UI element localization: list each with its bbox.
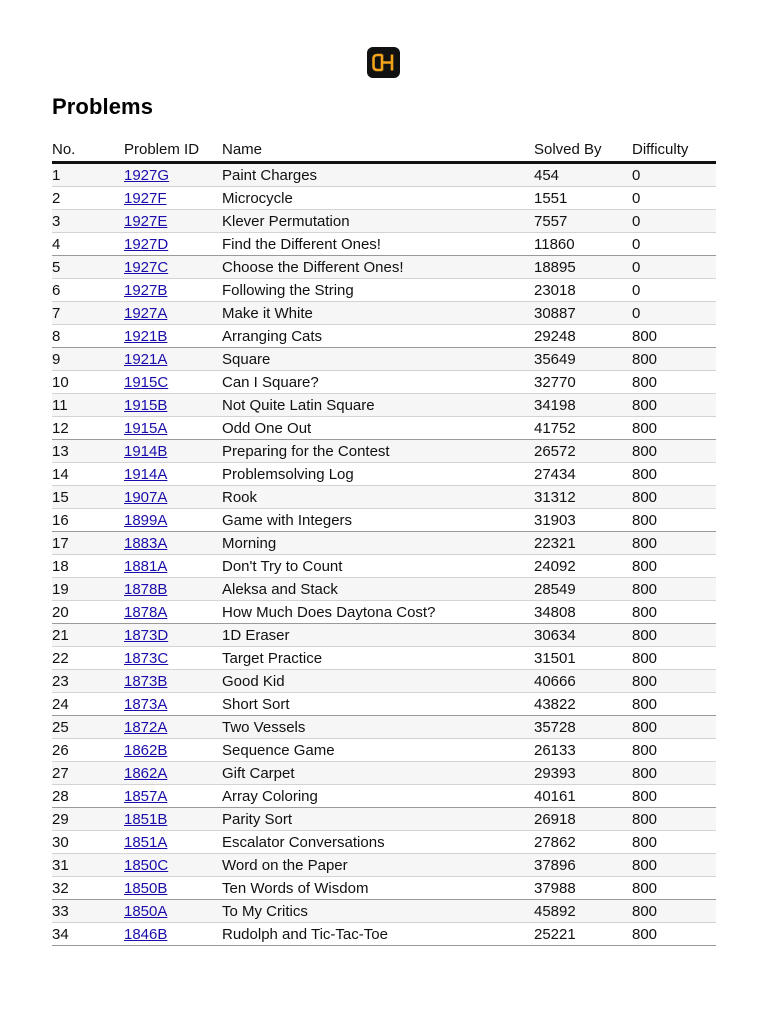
cell-difficulty: 800 bbox=[632, 739, 716, 762]
cell-difficulty: 800 bbox=[632, 325, 716, 348]
table-row bbox=[52, 670, 716, 693]
cell-problem-id bbox=[124, 739, 222, 762]
problem-id-link[interactable]: 1873A bbox=[124, 695, 168, 713]
page-title: Problems bbox=[52, 94, 154, 119]
problem-id-link[interactable]: 1921B bbox=[124, 327, 168, 345]
table-row bbox=[52, 831, 716, 854]
table-row bbox=[52, 210, 716, 233]
cell-name: Klever Permutation bbox=[222, 210, 534, 233]
problem-id-link[interactable]: 1873C bbox=[124, 649, 169, 667]
cell-difficulty: 800 bbox=[632, 808, 716, 831]
cell-name: Array Coloring bbox=[222, 785, 534, 808]
problem-id-link[interactable]: 1878A bbox=[124, 603, 168, 621]
cell-difficulty: 800 bbox=[632, 900, 716, 923]
cell-problem-id bbox=[124, 302, 222, 325]
cell-solved-by: 24092 bbox=[534, 555, 632, 578]
cell-solved-by: 26572 bbox=[534, 440, 632, 463]
table-row bbox=[52, 601, 716, 624]
cell-name: Preparing for the Contest bbox=[222, 440, 534, 463]
problem-id-link[interactable]: 1927B bbox=[124, 281, 168, 299]
problem-id-link[interactable]: 1873D bbox=[124, 626, 169, 644]
cell-solved-by: 22321 bbox=[534, 532, 632, 555]
cell-name: Arranging Cats bbox=[222, 325, 534, 348]
cell-solved-by: 35649 bbox=[534, 348, 632, 371]
cell-problem-id bbox=[124, 163, 222, 187]
table-row bbox=[52, 348, 716, 371]
cell-name: Problemsolving Log bbox=[222, 463, 534, 486]
cell-difficulty: 800 bbox=[632, 509, 716, 532]
problem-id-link[interactable]: 1915C bbox=[124, 373, 169, 391]
cell-no: 11 bbox=[52, 394, 124, 417]
table-row bbox=[52, 877, 716, 900]
cell-no: 18 bbox=[52, 555, 124, 578]
cell-problem-id bbox=[124, 532, 222, 555]
problem-id-link[interactable]: 1927F bbox=[124, 189, 167, 207]
table-row bbox=[52, 716, 716, 739]
table-row bbox=[52, 739, 716, 762]
cell-name: Rook bbox=[222, 486, 534, 509]
cell-no: 9 bbox=[52, 348, 124, 371]
table-row bbox=[52, 302, 716, 325]
problem-id-link[interactable]: 1851A bbox=[124, 833, 168, 851]
table-row bbox=[52, 693, 716, 716]
table-row bbox=[52, 394, 716, 417]
cell-solved-by: 1551 bbox=[534, 187, 632, 210]
cell-name: Gift Carpet bbox=[222, 762, 534, 785]
problem-id-link[interactable]: 1878B bbox=[124, 580, 168, 598]
cell-name: Target Practice bbox=[222, 647, 534, 670]
cell-problem-id bbox=[124, 877, 222, 900]
cell-name: Not Quite Latin Square bbox=[222, 394, 534, 417]
cell-problem-id bbox=[124, 233, 222, 256]
table-row bbox=[52, 647, 716, 670]
cell-name: Escalator Conversations bbox=[222, 831, 534, 854]
cell-no: 28 bbox=[52, 785, 124, 808]
cell-difficulty: 0 bbox=[632, 187, 716, 210]
cell-difficulty: 800 bbox=[632, 624, 716, 647]
table-row bbox=[52, 900, 716, 923]
cell-difficulty: 0 bbox=[632, 233, 716, 256]
cell-name: Odd One Out bbox=[222, 417, 534, 440]
cell-solved-by: 40666 bbox=[534, 670, 632, 693]
problem-id-link[interactable]: 1846B bbox=[124, 925, 168, 943]
cell-problem-id bbox=[124, 670, 222, 693]
cell-problem-id bbox=[124, 279, 222, 302]
table-row bbox=[52, 532, 716, 555]
cell-no: 25 bbox=[52, 716, 124, 739]
cell-difficulty: 0 bbox=[632, 163, 716, 187]
cell-name: Paint Charges bbox=[222, 163, 534, 187]
problem-id-link[interactable]: 1857A bbox=[124, 787, 168, 805]
problem-id-link[interactable]: 1862A bbox=[124, 764, 168, 782]
cell-solved-by: 27862 bbox=[534, 831, 632, 854]
problem-id-link[interactable]: 1850C bbox=[124, 856, 169, 874]
cell-problem-id bbox=[124, 509, 222, 532]
cell-solved-by: 25221 bbox=[534, 923, 632, 946]
cell-problem-id bbox=[124, 486, 222, 509]
table-row bbox=[52, 417, 716, 440]
cell-problem-id bbox=[124, 647, 222, 670]
cell-name: Square bbox=[222, 348, 534, 371]
site-logo[interactable] bbox=[367, 47, 400, 78]
cell-problem-id bbox=[124, 716, 222, 739]
cell-no: 2 bbox=[52, 187, 124, 210]
cell-solved-by: 32770 bbox=[534, 371, 632, 394]
cell-solved-by: 30887 bbox=[534, 302, 632, 325]
problem-id-link[interactable]: 1907A bbox=[124, 488, 168, 506]
table-row bbox=[52, 785, 716, 808]
cell-problem-id bbox=[124, 256, 222, 279]
cell-difficulty: 800 bbox=[632, 601, 716, 624]
cell-no: 12 bbox=[52, 417, 124, 440]
cell-solved-by: 18895 bbox=[534, 256, 632, 279]
column-header-solved-by[interactable]: Solved By bbox=[534, 137, 632, 163]
cell-solved-by: 45892 bbox=[534, 900, 632, 923]
cell-name: To My Critics bbox=[222, 900, 534, 923]
table-row bbox=[52, 762, 716, 785]
table-row bbox=[52, 463, 716, 486]
cell-solved-by: 34198 bbox=[534, 394, 632, 417]
cell-name: Morning bbox=[222, 532, 534, 555]
column-header-no[interactable]: No. bbox=[52, 137, 124, 163]
table-body bbox=[52, 163, 716, 946]
cell-name: Two Vessels bbox=[222, 716, 534, 739]
cell-name: Good Kid bbox=[222, 670, 534, 693]
cell-name: Make it White bbox=[222, 302, 534, 325]
cell-difficulty: 800 bbox=[632, 693, 716, 716]
cell-name: Parity Sort bbox=[222, 808, 534, 831]
problem-id-link[interactable]: 1927C bbox=[124, 258, 169, 276]
cell-problem-id bbox=[124, 601, 222, 624]
cell-problem-id bbox=[124, 693, 222, 716]
cell-name: Don't Try to Count bbox=[222, 555, 534, 578]
cell-difficulty: 800 bbox=[632, 486, 716, 509]
cell-no: 34 bbox=[52, 923, 124, 946]
cell-no: 24 bbox=[52, 693, 124, 716]
problem-id-link[interactable]: 1921A bbox=[124, 350, 168, 368]
cell-no: 13 bbox=[52, 440, 124, 463]
cell-problem-id bbox=[124, 371, 222, 394]
table-row bbox=[52, 624, 716, 647]
cell-solved-by: 23018 bbox=[534, 279, 632, 302]
problem-id-link[interactable]: 1873B bbox=[124, 672, 168, 690]
cell-name: Word on the Paper bbox=[222, 854, 534, 877]
cell-solved-by: 37988 bbox=[534, 877, 632, 900]
cell-no: 3 bbox=[52, 210, 124, 233]
cell-no: 10 bbox=[52, 371, 124, 394]
cell-problem-id bbox=[124, 348, 222, 371]
cell-no: 8 bbox=[52, 325, 124, 348]
cell-solved-by: 29393 bbox=[534, 762, 632, 785]
cell-no: 5 bbox=[52, 256, 124, 279]
table-row bbox=[52, 808, 716, 831]
table-row bbox=[52, 325, 716, 348]
cell-difficulty: 800 bbox=[632, 532, 716, 555]
cell-no: 23 bbox=[52, 670, 124, 693]
cell-no: 4 bbox=[52, 233, 124, 256]
cell-name: Find the Different Ones! bbox=[222, 233, 534, 256]
cell-solved-by: 454 bbox=[534, 163, 632, 187]
cell-problem-id bbox=[124, 900, 222, 923]
cell-name: Choose the Different Ones! bbox=[222, 256, 534, 279]
problem-id-link[interactable]: 1851B bbox=[124, 810, 168, 828]
cell-difficulty: 800 bbox=[632, 923, 716, 946]
cell-solved-by: 31903 bbox=[534, 509, 632, 532]
cell-name: Rudolph and Tic-Tac-Toe bbox=[222, 923, 534, 946]
table-row bbox=[52, 555, 716, 578]
cell-difficulty: 0 bbox=[632, 279, 716, 302]
table-row bbox=[52, 233, 716, 256]
cell-difficulty: 800 bbox=[632, 785, 716, 808]
header-row bbox=[52, 137, 716, 163]
cell-problem-id bbox=[124, 417, 222, 440]
cell-name: Can I Square? bbox=[222, 371, 534, 394]
problem-id-link[interactable]: 1927E bbox=[124, 212, 168, 230]
cell-problem-id bbox=[124, 578, 222, 601]
problem-id-link[interactable]: 1850A bbox=[124, 902, 168, 920]
cell-difficulty: 800 bbox=[632, 417, 716, 440]
cell-no: 7 bbox=[52, 302, 124, 325]
cell-no: 20 bbox=[52, 601, 124, 624]
cell-solved-by: 41752 bbox=[534, 417, 632, 440]
cell-no: 19 bbox=[52, 578, 124, 601]
problem-id-link[interactable]: 1927G bbox=[124, 166, 170, 184]
cell-solved-by: 11860 bbox=[534, 233, 632, 256]
cell-no: 21 bbox=[52, 624, 124, 647]
cell-name: Following the String bbox=[222, 279, 534, 302]
cell-solved-by: 40161 bbox=[534, 785, 632, 808]
table-row bbox=[52, 923, 716, 946]
cell-no: 32 bbox=[52, 877, 124, 900]
table-row bbox=[52, 486, 716, 509]
cell-no: 1 bbox=[52, 163, 124, 187]
cell-problem-id bbox=[124, 210, 222, 233]
table-row bbox=[52, 279, 716, 302]
cell-problem-id bbox=[124, 785, 222, 808]
cell-name: Sequence Game bbox=[222, 739, 534, 762]
table-row bbox=[52, 578, 716, 601]
cell-solved-by: 29248 bbox=[534, 325, 632, 348]
cell-difficulty: 800 bbox=[632, 716, 716, 739]
problem-id-link[interactable]: 1862B bbox=[124, 741, 168, 759]
cell-difficulty: 800 bbox=[632, 555, 716, 578]
cell-problem-id bbox=[124, 187, 222, 210]
table-row bbox=[52, 854, 716, 877]
cell-name: 1D Eraser bbox=[222, 624, 534, 647]
cell-difficulty: 800 bbox=[632, 670, 716, 693]
cell-problem-id bbox=[124, 854, 222, 877]
problem-id-link[interactable]: 1850B bbox=[124, 879, 168, 897]
problem-id-link[interactable]: 1883A bbox=[124, 534, 168, 552]
cell-problem-id bbox=[124, 624, 222, 647]
cell-problem-id bbox=[124, 325, 222, 348]
cell-difficulty: 800 bbox=[632, 647, 716, 670]
cell-solved-by: 31312 bbox=[534, 486, 632, 509]
table-row bbox=[52, 440, 716, 463]
problem-id-link[interactable]: 1927A bbox=[124, 304, 168, 322]
cell-problem-id bbox=[124, 394, 222, 417]
table-row bbox=[52, 371, 716, 394]
cell-difficulty: 800 bbox=[632, 394, 716, 417]
cell-difficulty: 800 bbox=[632, 578, 716, 601]
cell-problem-id bbox=[124, 555, 222, 578]
ch-logo-icon bbox=[367, 47, 400, 78]
cell-difficulty: 800 bbox=[632, 440, 716, 463]
cell-difficulty: 800 bbox=[632, 371, 716, 394]
column-header-problem-id[interactable]: Problem ID bbox=[124, 137, 222, 163]
cell-no: 30 bbox=[52, 831, 124, 854]
cell-solved-by: 28549 bbox=[534, 578, 632, 601]
table-row bbox=[52, 163, 716, 187]
table-row bbox=[52, 256, 716, 279]
table-header bbox=[52, 137, 716, 163]
cell-problem-id bbox=[124, 808, 222, 831]
cell-problem-id bbox=[124, 463, 222, 486]
cell-name: Ten Words of Wisdom bbox=[222, 877, 534, 900]
cell-no: 16 bbox=[52, 509, 124, 532]
cell-difficulty: 800 bbox=[632, 831, 716, 854]
problem-id-link[interactable]: 1915B bbox=[124, 396, 168, 414]
cell-solved-by: 34808 bbox=[534, 601, 632, 624]
cell-solved-by: 26133 bbox=[534, 739, 632, 762]
cell-no: 31 bbox=[52, 854, 124, 877]
problem-id-link[interactable]: 1881A bbox=[124, 557, 168, 575]
table-row bbox=[52, 509, 716, 532]
cell-solved-by: 43822 bbox=[534, 693, 632, 716]
cell-no: 26 bbox=[52, 739, 124, 762]
cell-name: Microcycle bbox=[222, 187, 534, 210]
cell-no: 15 bbox=[52, 486, 124, 509]
cell-no: 29 bbox=[52, 808, 124, 831]
cell-name: Aleksa and Stack bbox=[222, 578, 534, 601]
cell-solved-by: 31501 bbox=[534, 647, 632, 670]
cell-no: 6 bbox=[52, 279, 124, 302]
cell-no: 17 bbox=[52, 532, 124, 555]
problems-table bbox=[52, 137, 716, 946]
cell-name: Short Sort bbox=[222, 693, 534, 716]
cell-problem-id bbox=[124, 923, 222, 946]
cell-no: 22 bbox=[52, 647, 124, 670]
cell-problem-id bbox=[124, 762, 222, 785]
problem-id-link[interactable]: 1915A bbox=[124, 419, 168, 437]
table-row bbox=[52, 187, 716, 210]
cell-difficulty: 800 bbox=[632, 877, 716, 900]
cell-solved-by: 30634 bbox=[534, 624, 632, 647]
problem-id-link[interactable]: 1914B bbox=[124, 442, 168, 460]
cell-difficulty: 800 bbox=[632, 854, 716, 877]
cell-name: How Much Does Daytona Cost? bbox=[222, 601, 534, 624]
cell-problem-id bbox=[124, 440, 222, 463]
cell-problem-id bbox=[124, 831, 222, 854]
cell-difficulty: 800 bbox=[632, 463, 716, 486]
cell-solved-by: 26918 bbox=[534, 808, 632, 831]
cell-no: 14 bbox=[52, 463, 124, 486]
cell-solved-by: 7557 bbox=[534, 210, 632, 233]
cell-difficulty: 0 bbox=[632, 210, 716, 233]
cell-solved-by: 35728 bbox=[534, 716, 632, 739]
cell-solved-by: 27434 bbox=[534, 463, 632, 486]
problem-id-link[interactable]: 1899A bbox=[124, 511, 168, 529]
problem-id-link[interactable]: 1872A bbox=[124, 718, 168, 736]
cell-no: 27 bbox=[52, 762, 124, 785]
cell-name: Game with Integers bbox=[222, 509, 534, 532]
cell-difficulty: 0 bbox=[632, 256, 716, 279]
column-header-difficulty[interactable]: Difficulty bbox=[632, 137, 716, 163]
problem-id-link[interactable]: 1914A bbox=[124, 465, 168, 483]
problem-id-link[interactable]: 1927D bbox=[124, 235, 169, 253]
cell-solved-by: 37896 bbox=[534, 854, 632, 877]
cell-difficulty: 800 bbox=[632, 348, 716, 371]
column-header-name[interactable]: Name bbox=[222, 137, 534, 163]
cell-difficulty: 800 bbox=[632, 762, 716, 785]
cell-no: 33 bbox=[52, 900, 124, 923]
cell-difficulty: 0 bbox=[632, 302, 716, 325]
